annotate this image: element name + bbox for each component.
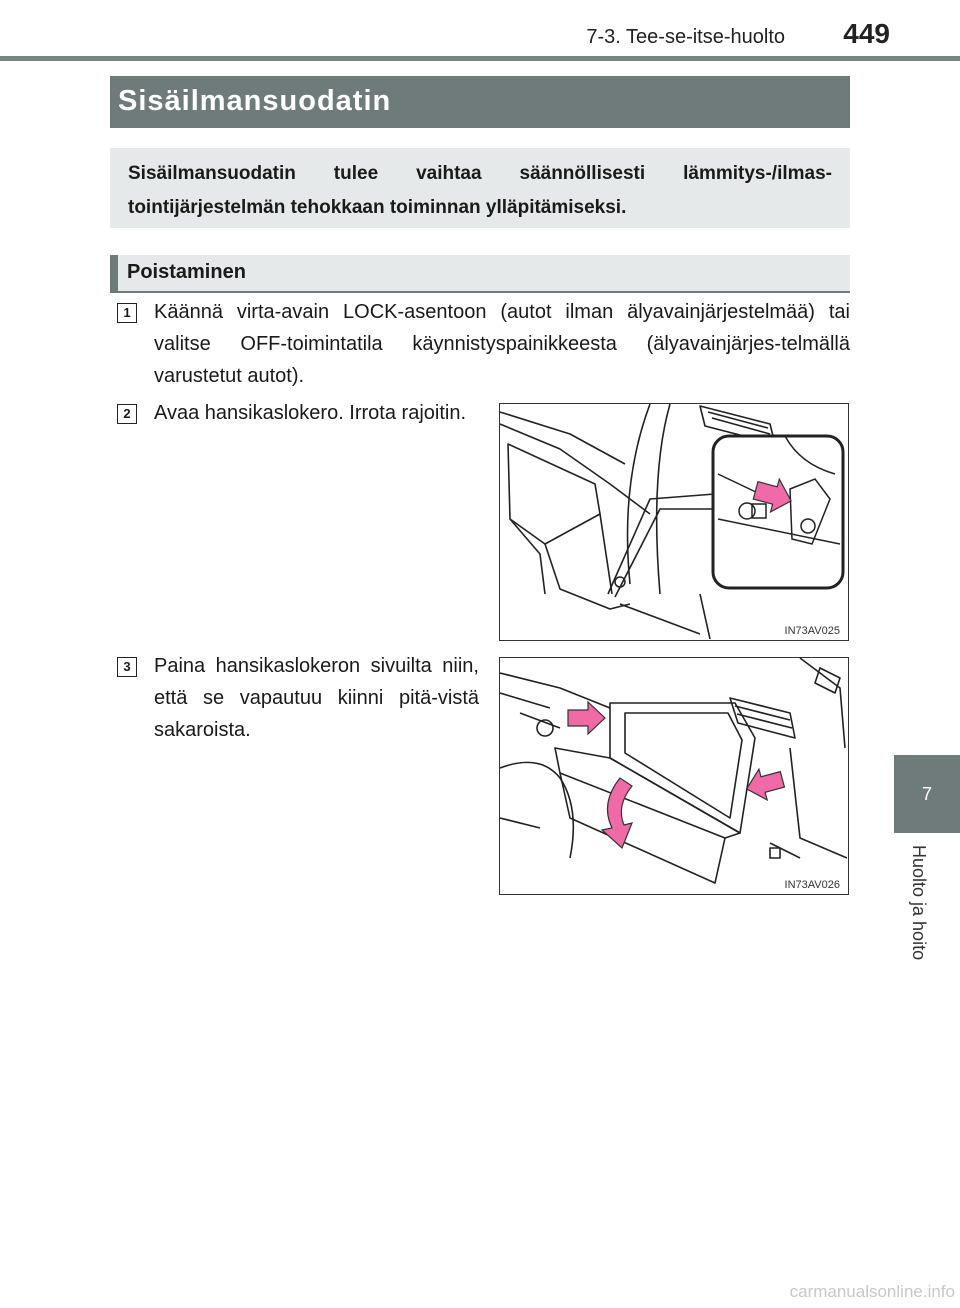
- figure-code: IN73AV026: [784, 879, 840, 891]
- figure-glovebox-release: [499, 657, 849, 895]
- page-number: 449: [843, 18, 890, 49]
- step-text-1: Käännä virta-avain LOCK-asentoon (autot ilman älyavainjärjestelmää) tai valitse OFF-toimintatila käynnistyspainikkeesta (älyavainjärjes-telmällä varustetut autot).: [154, 301, 850, 387]
- watermark: carmanualsonline.info: [789, 1282, 955, 1301]
- section-title: 7-3. Tee-se-itse-huolto: [586, 26, 785, 48]
- chapter-tab[interactable]: 7: [894, 755, 960, 833]
- page-title: Sisäilmansuodatin: [110, 76, 850, 128]
- intro-text: Sisäilmansuodatin tulee vaihtaa säännöllisesti lämmitys-/ilmas-tointijärjestelmän tehokkaan toiminnan ylläpitämiseksi.: [110, 148, 850, 228]
- header-rule: [0, 56, 960, 61]
- figure-glovebox-stopper: [499, 403, 849, 641]
- glovebox-stopper-illustration: [500, 404, 847, 639]
- glovebox-release-illustration: [500, 658, 847, 893]
- step-text-3: Paina hansikaslokeron sivuilta niin, että se vapautuu kiinni pitä-vistä sakaroista.: [154, 655, 479, 741]
- step-number-3: 3: [117, 657, 137, 677]
- step-number-1: 1: [117, 303, 137, 323]
- chapter-label: Huolto ja hoito: [909, 845, 929, 961]
- figure-code: IN73AV025: [784, 625, 840, 637]
- subheading: Poistaminen: [110, 255, 850, 291]
- step-text-2: Avaa hansikaslokero. Irrota rajoitin.: [154, 402, 467, 424]
- step-number-2: 2: [117, 404, 137, 424]
- subheading-rule: [110, 291, 850, 293]
